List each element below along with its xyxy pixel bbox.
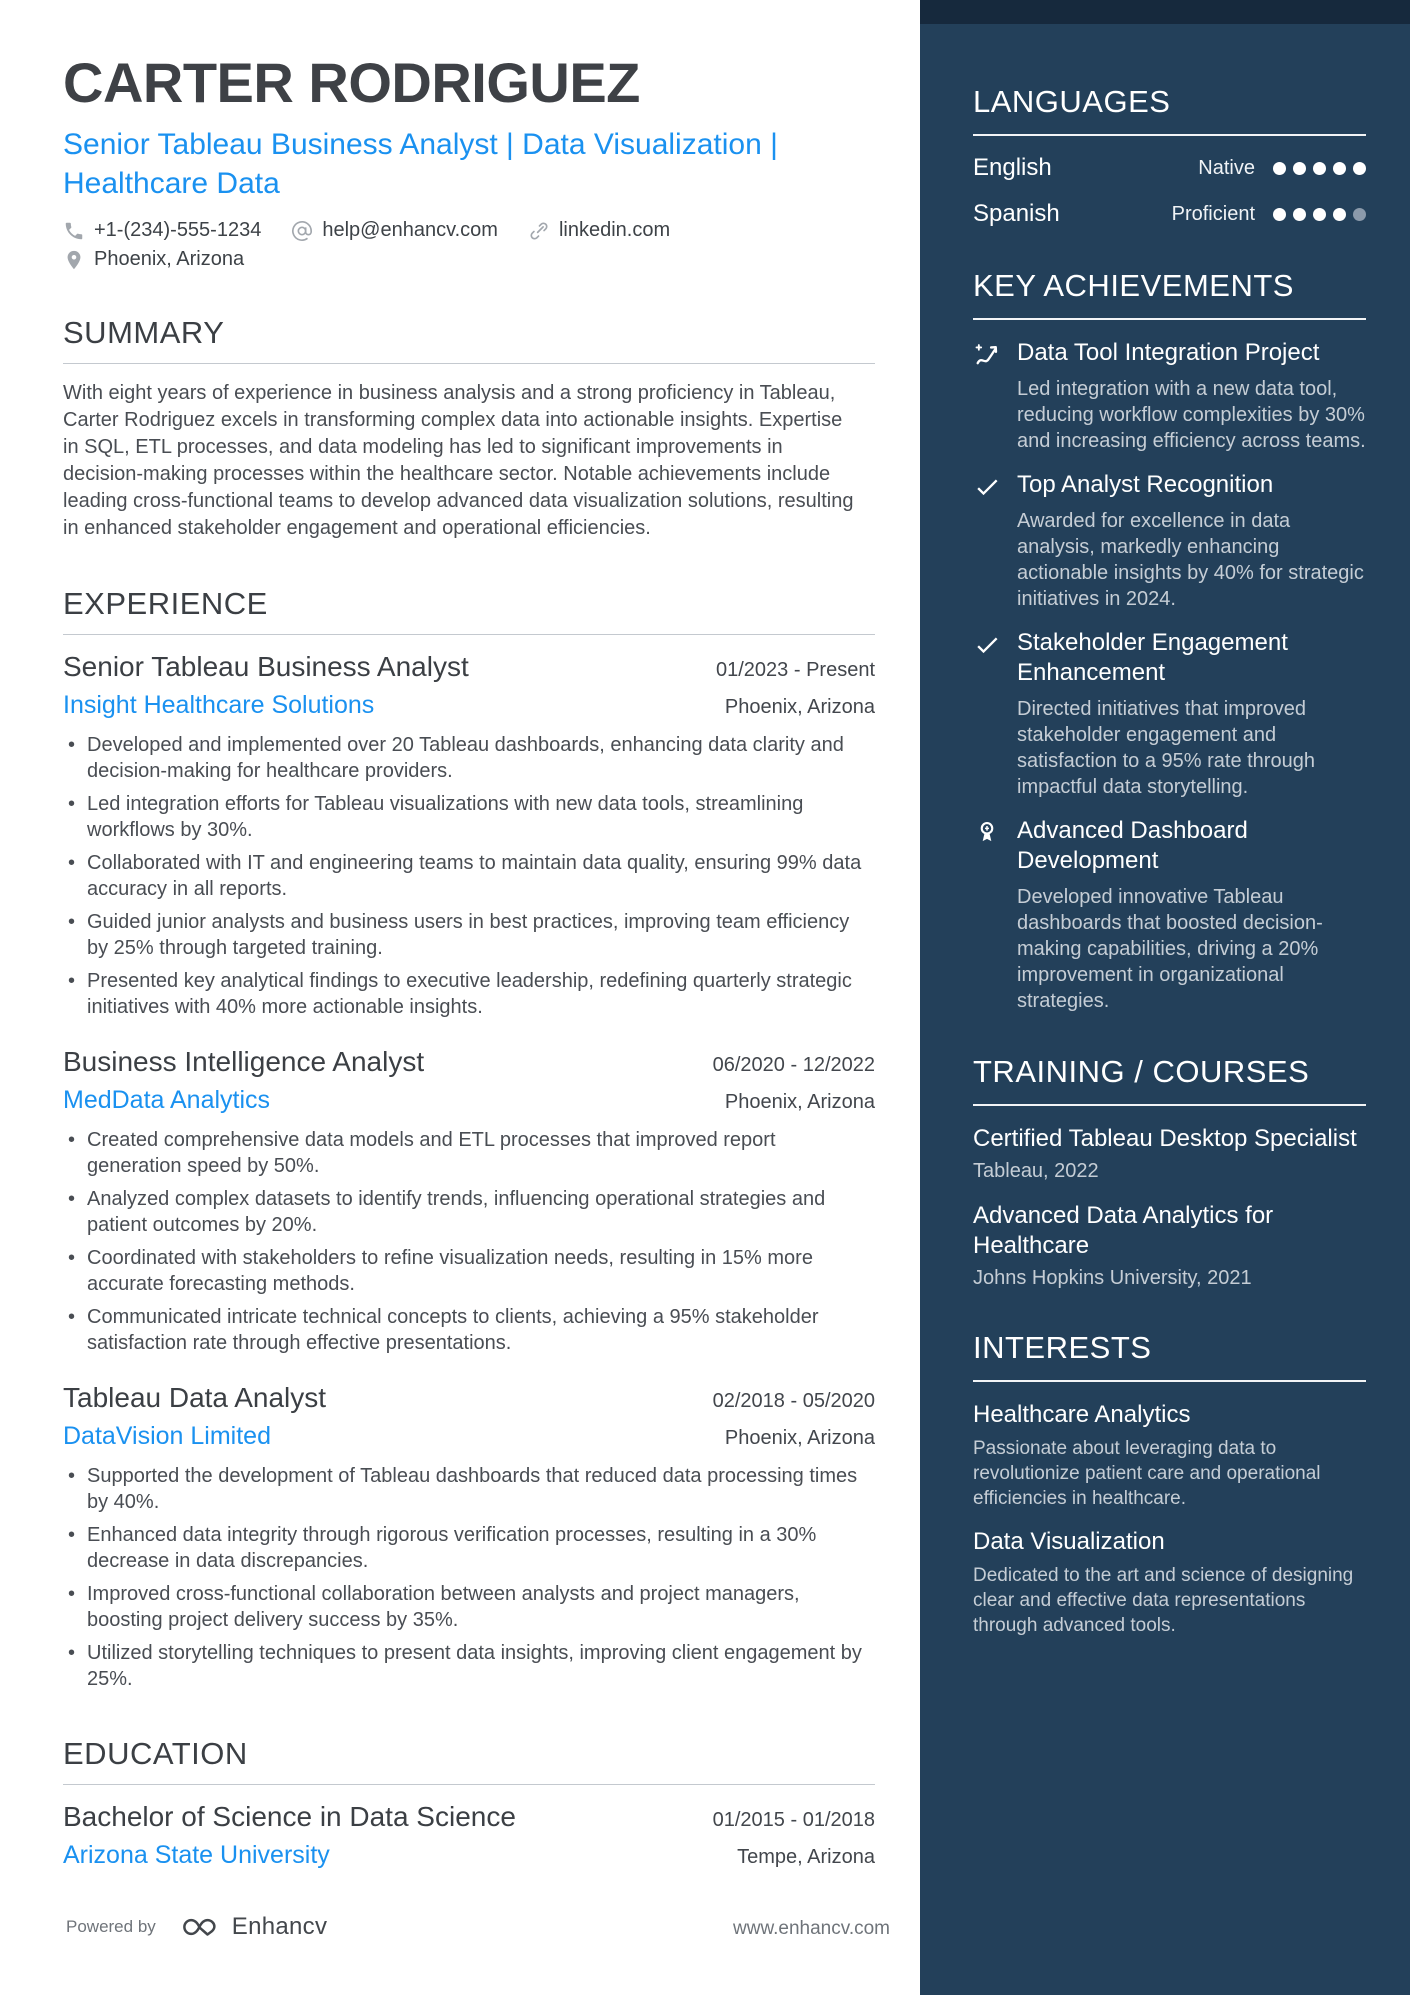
phone-icon <box>63 220 85 242</box>
job-bullet: • Guided junior analysts and business users in best practices, improving team efficiency by 25% through targeted training. <box>63 909 875 961</box>
contact-email[interactable] <box>291 219 498 242</box>
course-subtitle: Johns Hopkins University, 2021 <box>973 1267 1252 1289</box>
training-heading: TRAINING / COURSES <box>973 1054 1310 1089</box>
contact-email-text: help@enhancv.com <box>322 219 498 241</box>
language-level: Native <box>1198 156 1255 179</box>
job-company[interactable]: DataVision Limited <box>63 1422 271 1450</box>
language-proficiency-dots <box>1273 208 1366 221</box>
achievement-title: Data Tool Integration Project <box>1017 339 1320 366</box>
achievement-item <box>973 470 1366 612</box>
experience-heading: EXPERIENCE <box>63 586 268 621</box>
training-section <box>973 1054 1366 1290</box>
main-column <box>63 0 875 1896</box>
summary-section <box>63 315 875 542</box>
job-bullet: • Presented key analytical findings to executive leadership, redefining quarterly strategic initiatives with 40% more actionable insights. <box>63 968 875 1020</box>
checkmark-icon <box>973 473 1001 501</box>
achievement-item <box>973 628 1366 800</box>
sidebar-top-band <box>920 0 1410 24</box>
interest-item <box>973 1527 1366 1638</box>
sidebar-divider <box>973 134 1366 136</box>
job-company[interactable]: Insight Healthcare Solutions <box>63 691 375 719</box>
interests-heading: INTERESTS <box>973 1330 1152 1365</box>
contact-row-1 <box>63 219 875 242</box>
degree-dates: 01/2015 - 01/2018 <box>712 1809 875 1831</box>
degree-title: Bachelor of Science in Data Science <box>63 1801 516 1832</box>
languages-section <box>973 84 1366 228</box>
sidebar <box>920 0 1410 1995</box>
enhancv-brand[interactable] <box>178 1912 328 1942</box>
job-title: Senior Tableau Business Analyst <box>63 651 469 682</box>
experience-entry <box>63 1382 875 1692</box>
location-icon <box>63 249 85 271</box>
education-section <box>63 1736 875 1870</box>
sidebar-divider <box>973 1380 1366 1382</box>
school-location: Tempe, Arizona <box>737 1846 875 1868</box>
candidate-name: CARTER RODRIGUEZ <box>63 51 640 114</box>
achievements-heading: KEY ACHIEVEMENTS <box>973 268 1294 303</box>
job-bullet: • Communicated intricate technical concepts to clients, achieving a 95% stakeholder satisfaction rate through effective presentations. <box>63 1304 875 1356</box>
sidebar-divider <box>973 1104 1366 1106</box>
interest-title: Healthcare Analytics <box>973 1401 1191 1428</box>
job-bullet: • Improved cross-functional collaboration between analysts and project managers, boosting project delivery success by 35%. <box>63 1581 875 1633</box>
candidate-headline: Senior Tableau Business Analyst | Data Visualization | Healthcare Data <box>63 128 778 200</box>
section-divider <box>63 1784 875 1785</box>
experience-entry <box>63 651 875 1020</box>
job-bullet: • Led integration efforts for Tableau visualizations with new data tools, streamlining workflows by 30%. <box>63 791 875 843</box>
language-row <box>973 154 1366 182</box>
achievement-item <box>973 338 1366 454</box>
job-location: Phoenix, Arizona <box>724 1091 875 1113</box>
course-title: Certified Tableau Desktop Specialist <box>973 1125 1357 1152</box>
job-title: Tableau Data Analyst <box>63 1382 327 1413</box>
achievement-title: Advanced Dashboard Development <box>1017 817 1248 874</box>
interest-text: Passionate about leveraging data to revolutionize patient care and operational efficiencies in healthcare. <box>973 1438 1321 1509</box>
interest-text: Dedicated to the art and science of designing clear and effective data representations through advanced tools. <box>973 1565 1354 1636</box>
achievement-title: Stakeholder Engagement Enhancement <box>1017 629 1288 686</box>
contact-linkedin-text: linkedin.com <box>558 219 671 241</box>
job-bullet: • Utilized storytelling techniques to present data insights, improving client engagement by 25%. <box>63 1640 875 1692</box>
route-arrow-icon <box>973 341 1001 369</box>
job-bullets <box>63 732 875 1020</box>
job-bullet: • Supported the development of Tableau dashboards that reduced data processing times by 40%. <box>63 1463 875 1515</box>
course-item <box>973 1201 1366 1290</box>
job-bullet: • Enhanced data integrity through rigorous verification processes, resulting in a 30% decrease in data discrepancies. <box>63 1522 875 1574</box>
contact-location <box>63 248 244 271</box>
achievement-title: Top Analyst Recognition <box>1017 471 1274 498</box>
enhancv-brand-name: Enhancv <box>231 1913 328 1940</box>
summary-text: With eight years of experience in business analysis and a strong proficiency in Tableau, Carter Rodriguez excels in transforming complex data into actionable insights. Expertise in SQL, ETL processes, and data modeling has led to significant improvements in decision-making processes within the healthcare sector. Notable achievements include leading cross-functional teams to develop advanced data visualization solutions, resulting in enhanced stakeholder engagement and operational efficiencies. <box>63 382 854 539</box>
enhancv-logo-icon <box>178 1912 222 1942</box>
checkmark-icon <box>973 631 1001 659</box>
language-name: English <box>973 154 1052 181</box>
achievement-item <box>973 816 1366 1014</box>
section-divider <box>63 634 875 635</box>
footer <box>66 1912 327 1942</box>
experience-entry <box>63 1046 875 1356</box>
languages-heading: LANGUAGES <box>973 84 1171 119</box>
job-bullets <box>63 1463 875 1692</box>
language-name: Spanish <box>973 200 1060 227</box>
education-entry <box>63 1801 875 1870</box>
section-divider <box>63 363 875 364</box>
job-title: Business Intelligence Analyst <box>63 1046 425 1077</box>
course-item <box>973 1124 1366 1183</box>
summary-heading: SUMMARY <box>63 315 225 350</box>
job-bullet: • Developed and implemented over 20 Tableau dashboards, enhancing data clarity and decision-making for healthcare providers. <box>63 732 875 784</box>
course-subtitle: Tableau, 2022 <box>973 1160 1099 1182</box>
achievements-section <box>973 268 1366 1014</box>
powered-by-label: Powered by <box>66 1917 156 1936</box>
job-bullets <box>63 1127 875 1356</box>
course-title: Advanced Data Analytics for Healthcare <box>973 1202 1274 1259</box>
interest-title: Data Visualization <box>973 1528 1165 1555</box>
interests-section <box>973 1330 1366 1638</box>
job-location: Phoenix, Arizona <box>724 1427 875 1449</box>
achievement-text: Led integration with a new data tool, reducing workflow complexities by 30% and increasing efficiency across teams. <box>1017 378 1366 452</box>
contact-phone[interactable] <box>63 219 261 242</box>
job-bullet: • Analyzed complex datasets to identify trends, influencing operational strategies and patient outcomes by 20%. <box>63 1186 875 1238</box>
contact-linkedin[interactable] <box>528 219 670 242</box>
job-dates: 06/2020 - 12/2022 <box>712 1054 875 1076</box>
footer-website[interactable]: www.enhancv.com <box>733 1918 890 1939</box>
experience-section <box>63 586 875 1692</box>
contact-row-2 <box>63 248 875 271</box>
contact-phone-text: +1-(234)-555-1234 <box>94 219 262 241</box>
achievement-text: Awarded for excellence in data analysis, markedly enhancing actionable insights by 40% for strategic initiatives in 2024. <box>1017 510 1364 610</box>
medal-icon <box>973 819 1001 847</box>
at-icon <box>291 220 313 242</box>
link-icon <box>528 220 550 242</box>
education-heading: EDUCATION <box>63 1736 248 1771</box>
job-bullet: • Collaborated with IT and engineering teams to maintain data quality, ensuring 99% data accuracy in all reports. <box>63 850 875 902</box>
job-location: Phoenix, Arizona <box>724 696 875 718</box>
achievement-text: Developed innovative Tableau dashboards that boosted decision-making capabilities, driving a 20% improvement in organizational strategies. <box>1017 886 1323 1012</box>
job-dates: 01/2023 - Present <box>716 659 875 681</box>
language-level: Proficient <box>1171 202 1255 225</box>
interest-item <box>973 1400 1366 1511</box>
job-bullet: • Created comprehensive data models and ETL processes that improved report generation speed by 50%. <box>63 1127 875 1179</box>
achievement-text: Directed initiatives that improved stakeholder engagement and satisfaction to a 95% rate through impactful data storytelling. <box>1017 698 1315 798</box>
sidebar-divider <box>973 318 1366 320</box>
job-bullet: • Coordinated with stakeholders to refine visualization needs, resulting in 15% more accurate forecasting methods. <box>63 1245 875 1297</box>
job-company[interactable]: MedData Analytics <box>63 1086 271 1114</box>
language-proficiency-dots <box>1273 162 1366 175</box>
school-name[interactable]: Arizona State University <box>63 1841 330 1869</box>
language-row <box>973 200 1366 228</box>
contact-location-text: Phoenix, Arizona <box>94 248 245 270</box>
job-dates: 02/2018 - 05/2020 <box>712 1390 875 1412</box>
